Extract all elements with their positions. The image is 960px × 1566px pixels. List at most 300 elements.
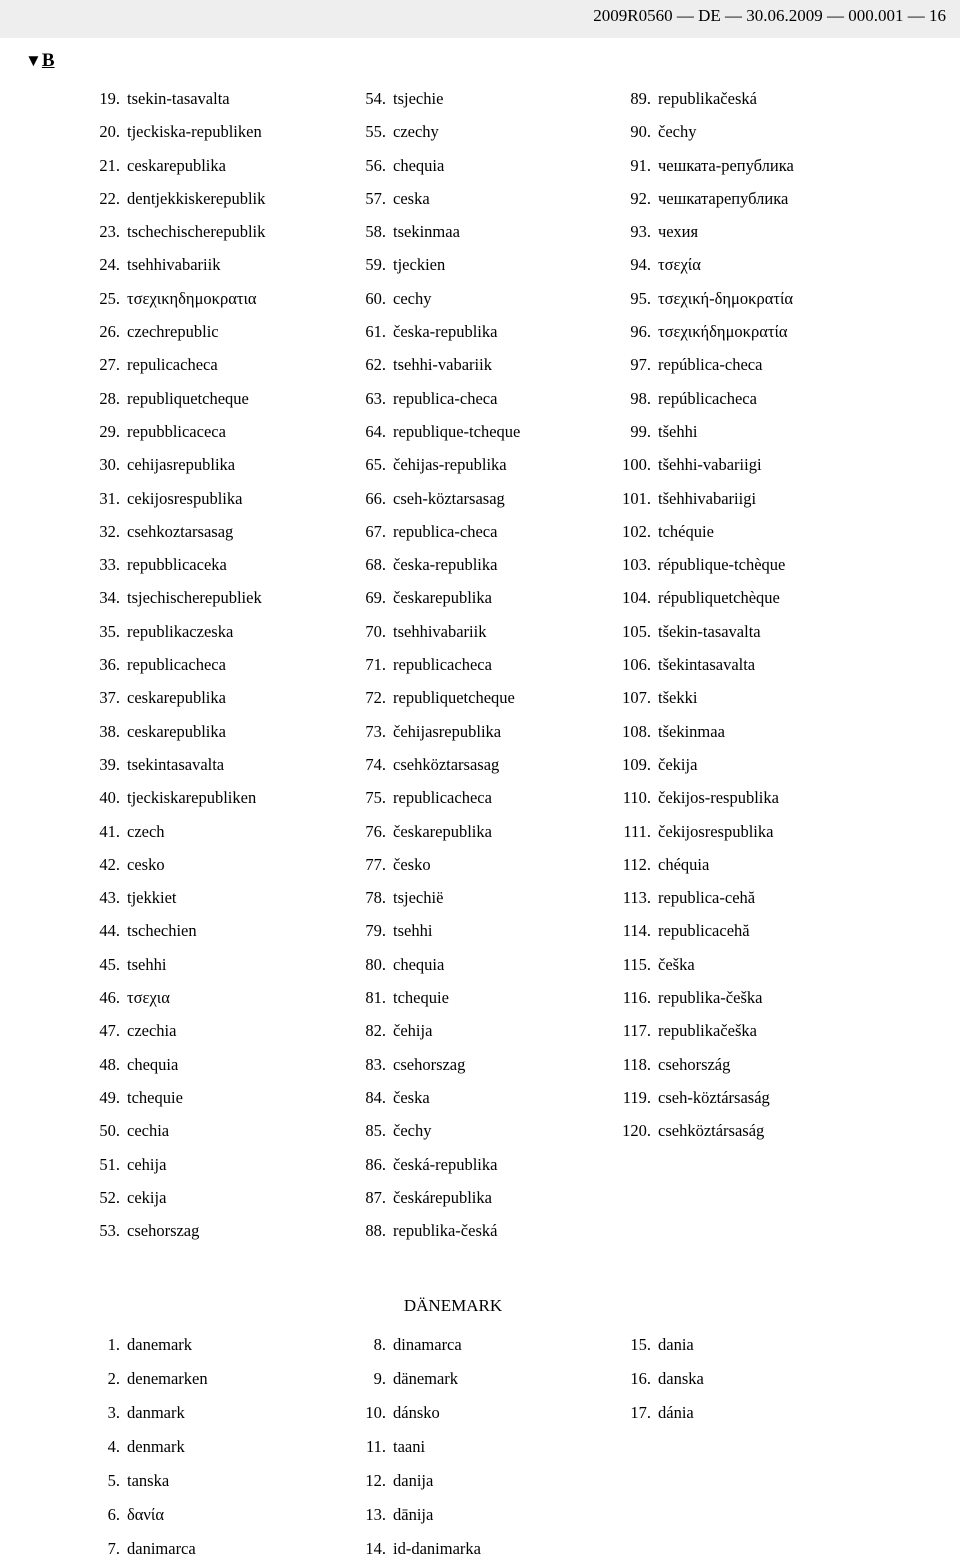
list-item bbox=[99, 182, 266, 215]
list-item bbox=[622, 1114, 794, 1147]
list-item bbox=[365, 715, 520, 748]
item-number: 120. bbox=[622, 1121, 651, 1141]
item-number: 113. bbox=[622, 888, 651, 908]
item-term: tjeckien bbox=[393, 255, 446, 275]
list-item bbox=[622, 1014, 794, 1047]
item-term: tšehhi-vabariigi bbox=[658, 455, 762, 475]
item-term: tsehhi-vabariik bbox=[393, 355, 492, 375]
item-number: 64. bbox=[365, 421, 386, 441]
item-number: 115. bbox=[622, 954, 651, 974]
item-term: tsekin-tasavalta bbox=[127, 89, 230, 108]
item-number: 83. bbox=[365, 1054, 386, 1074]
item-term: republicacheca bbox=[127, 655, 226, 675]
item-term: česka-republika bbox=[393, 322, 498, 342]
item-term: republica-checa bbox=[393, 521, 498, 541]
item-number: 74. bbox=[365, 754, 386, 774]
item-term: czechia bbox=[127, 1021, 177, 1041]
list-item bbox=[365, 1014, 520, 1047]
item-term: denmark bbox=[127, 1437, 185, 1456]
list-item bbox=[107, 1430, 208, 1464]
item-term: česká-republika bbox=[393, 1154, 498, 1174]
item-term: českarepublika bbox=[393, 588, 492, 608]
item-term: republique-tcheque bbox=[393, 421, 521, 441]
list-item bbox=[107, 1532, 208, 1566]
list-item bbox=[622, 881, 794, 914]
list-item bbox=[99, 914, 265, 947]
item-term: republikačeška bbox=[658, 1021, 757, 1041]
item-term: česka bbox=[393, 1087, 430, 1107]
item-term: tsjechischerepubliek bbox=[127, 588, 262, 608]
item-number: 117. bbox=[622, 1021, 651, 1041]
list-item bbox=[99, 848, 265, 881]
item-term: dānija bbox=[393, 1505, 434, 1524]
item-term: čehijasrepublika bbox=[393, 721, 502, 741]
item-number: 27. bbox=[99, 355, 120, 375]
list-item bbox=[630, 315, 794, 348]
item-number: 58. bbox=[365, 222, 386, 242]
item-term: чешката-република bbox=[658, 155, 794, 175]
list-item bbox=[622, 615, 794, 648]
item-term: tjeckiskarepubliken bbox=[127, 788, 257, 808]
item-number: 87. bbox=[365, 1187, 386, 1207]
item-number: 66. bbox=[365, 488, 386, 508]
document-reference: 2009R0560 — DE — 30.06.2009 — 000.001 — 16 bbox=[593, 6, 946, 25]
item-number: 12. bbox=[365, 1471, 386, 1490]
item-term: danimarca bbox=[127, 1539, 196, 1558]
item-number: 4. bbox=[107, 1437, 120, 1456]
list-item bbox=[630, 149, 794, 182]
list-item bbox=[365, 548, 520, 581]
list-item bbox=[365, 1464, 481, 1498]
item-number: 85. bbox=[365, 1121, 386, 1141]
list-item bbox=[630, 1328, 704, 1362]
list-item bbox=[630, 182, 794, 215]
item-number: 26. bbox=[99, 322, 120, 342]
item-number: 25. bbox=[99, 288, 120, 308]
item-number: 38. bbox=[99, 721, 120, 741]
item-term: tšekintasavalta bbox=[658, 655, 756, 675]
list-item bbox=[99, 1148, 265, 1181]
list-item bbox=[630, 382, 794, 415]
item-term: δανία bbox=[127, 1505, 164, 1524]
item-term: czechrepublic bbox=[127, 322, 219, 342]
list-item bbox=[99, 948, 265, 981]
item-number: 84. bbox=[365, 1087, 386, 1107]
item-term: république-tchèque bbox=[658, 555, 786, 575]
item-number: 3. bbox=[107, 1403, 120, 1422]
item-term: czechy bbox=[393, 122, 439, 142]
item-number: 95. bbox=[630, 288, 651, 308]
item-term: republicacehă bbox=[658, 921, 750, 941]
item-term: danska bbox=[658, 1369, 704, 1388]
item-term: chequia bbox=[393, 155, 445, 175]
item-number: 37. bbox=[99, 688, 120, 708]
list-item bbox=[99, 282, 265, 315]
list-item bbox=[622, 482, 794, 515]
item-number: 45. bbox=[99, 954, 120, 974]
item-term: cehijasrepublika bbox=[127, 455, 236, 475]
list-item bbox=[365, 182, 520, 215]
item-term: republiquetcheque bbox=[127, 388, 249, 408]
item-term: cseh-köztarsasag bbox=[393, 488, 505, 508]
list-item bbox=[630, 248, 794, 281]
item-number: 90. bbox=[630, 122, 651, 142]
list-item bbox=[99, 448, 265, 481]
list-item bbox=[630, 415, 794, 448]
item-number: 100. bbox=[622, 455, 651, 475]
item-term: czech bbox=[127, 821, 165, 841]
list-item bbox=[99, 1081, 265, 1114]
item-number: 14. bbox=[365, 1539, 386, 1558]
item-number: 82. bbox=[365, 1021, 386, 1041]
item-term: ceska bbox=[393, 188, 430, 208]
list-item bbox=[99, 648, 265, 681]
item-term: čekija bbox=[658, 754, 698, 774]
list-item bbox=[99, 548, 265, 581]
item-term: republica-cehă bbox=[658, 888, 756, 908]
list-item bbox=[99, 881, 265, 914]
item-term: cehija bbox=[127, 1154, 167, 1174]
list-item bbox=[365, 1396, 481, 1430]
list-item bbox=[99, 1048, 265, 1081]
item-term: repulicacheca bbox=[127, 355, 218, 375]
list-item bbox=[107, 1464, 208, 1498]
item-number: 103. bbox=[622, 555, 651, 575]
item-number: 70. bbox=[365, 621, 386, 641]
item-term: republicacheca bbox=[393, 655, 492, 675]
item-number: 60. bbox=[365, 288, 386, 308]
item-term: čechy bbox=[658, 122, 697, 142]
list-item bbox=[622, 914, 794, 947]
item-term: čekijos-respublika bbox=[658, 788, 779, 808]
list-item bbox=[99, 581, 265, 614]
denmark-list-column-1 bbox=[107, 1328, 208, 1566]
list-item bbox=[622, 748, 794, 781]
czech-list-column-2 bbox=[365, 82, 521, 1247]
item-number: 55. bbox=[365, 122, 386, 142]
item-term: csehorszag bbox=[393, 1054, 466, 1074]
item-number: 33. bbox=[99, 555, 120, 575]
item-number: 2. bbox=[107, 1369, 120, 1388]
item-number: 75. bbox=[365, 788, 386, 808]
list-item bbox=[622, 781, 794, 814]
list-item bbox=[630, 348, 794, 381]
item-number: 7. bbox=[107, 1539, 120, 1558]
item-term: república-checa bbox=[658, 355, 763, 375]
item-term: dentjekkiskerepublik bbox=[127, 188, 266, 208]
list-item bbox=[622, 581, 794, 614]
item-number: 50. bbox=[99, 1121, 120, 1141]
item-term: čekijosrespublika bbox=[658, 821, 774, 841]
item-number: 86. bbox=[365, 1154, 386, 1174]
list-item bbox=[365, 348, 520, 381]
list-item bbox=[373, 1328, 481, 1362]
item-number: 110. bbox=[622, 788, 651, 808]
list-item bbox=[99, 482, 265, 515]
list-item bbox=[373, 1362, 481, 1396]
triangle-down-icon: ▼ bbox=[25, 51, 42, 70]
item-number: 76. bbox=[365, 821, 386, 841]
list-item bbox=[630, 215, 794, 248]
item-number: 80. bbox=[365, 954, 386, 974]
list-item bbox=[622, 715, 794, 748]
item-term: republikačeská bbox=[658, 89, 757, 108]
item-number: 51. bbox=[99, 1154, 120, 1174]
item-number: 23. bbox=[99, 222, 120, 242]
list-item bbox=[622, 548, 794, 581]
item-term: tšehhivabariigi bbox=[658, 488, 757, 508]
item-number: 72. bbox=[365, 688, 386, 708]
list-item bbox=[365, 1114, 520, 1147]
item-term: cechy bbox=[393, 288, 432, 308]
list-item bbox=[365, 648, 520, 681]
item-term: cekija bbox=[127, 1187, 167, 1207]
item-number: 106. bbox=[622, 655, 651, 675]
list-item bbox=[107, 1396, 208, 1430]
item-number: 10. bbox=[365, 1403, 386, 1422]
item-term: tsekintasavalta bbox=[127, 754, 225, 774]
item-number: 61. bbox=[365, 322, 386, 342]
list-item bbox=[99, 981, 265, 1014]
list-item bbox=[365, 781, 520, 814]
list-item bbox=[622, 515, 794, 548]
item-number: 91. bbox=[630, 155, 651, 175]
list-item bbox=[99, 815, 265, 848]
item-term: τσεχικήδημοκρατία bbox=[658, 322, 788, 342]
item-number: 69. bbox=[365, 588, 386, 608]
item-term: dania bbox=[658, 1335, 694, 1354]
item-number: 36. bbox=[99, 655, 120, 675]
item-number: 42. bbox=[99, 854, 120, 874]
item-term: danemark bbox=[127, 1335, 193, 1354]
list-item bbox=[365, 1181, 520, 1214]
item-term: tsehhi bbox=[127, 954, 167, 974]
item-term: tsekinmaa bbox=[393, 222, 460, 242]
item-number: 81. bbox=[365, 988, 386, 1008]
amendment-letter: B bbox=[41, 50, 55, 71]
item-number: 54. bbox=[365, 89, 386, 108]
item-term: čechy bbox=[393, 1121, 432, 1141]
item-term: danija bbox=[393, 1471, 434, 1490]
item-term: čehijas-republika bbox=[393, 455, 507, 475]
item-term: taani bbox=[393, 1437, 426, 1456]
item-term: repubblicaceka bbox=[127, 555, 227, 575]
list-item bbox=[365, 1148, 520, 1181]
item-term: τσεχικηδημοκρατια bbox=[127, 288, 257, 308]
item-number: 17. bbox=[630, 1403, 651, 1422]
item-number: 32. bbox=[99, 521, 120, 541]
item-number: 116. bbox=[622, 988, 651, 1008]
item-number: 92. bbox=[630, 188, 651, 208]
list-item bbox=[107, 1328, 208, 1362]
item-number: 101. bbox=[622, 488, 651, 508]
item-term: tschechischerepublik bbox=[127, 222, 266, 242]
item-term: češka bbox=[658, 954, 695, 974]
item-term: cesko bbox=[127, 854, 165, 874]
list-item bbox=[365, 981, 520, 1014]
item-number: 104. bbox=[622, 588, 651, 608]
item-number: 88. bbox=[365, 1221, 386, 1241]
item-number: 44. bbox=[99, 921, 120, 941]
list-item bbox=[99, 748, 265, 781]
item-term: dánia bbox=[658, 1403, 694, 1422]
list-item bbox=[365, 415, 521, 448]
list-item bbox=[365, 515, 520, 548]
item-number: 119. bbox=[622, 1087, 651, 1107]
item-term: repubblicaceca bbox=[127, 421, 226, 441]
item-term: tšehhi bbox=[658, 421, 698, 441]
item-number: 107. bbox=[622, 688, 651, 708]
item-term: tjeckiska-republiken bbox=[127, 122, 262, 142]
item-term: чешкатарепублика bbox=[658, 188, 789, 208]
list-item bbox=[99, 115, 265, 148]
item-number: 65. bbox=[365, 455, 386, 475]
item-number: 8. bbox=[373, 1335, 386, 1354]
list-item bbox=[630, 115, 794, 148]
list-item bbox=[365, 1214, 520, 1247]
item-number: 29. bbox=[99, 421, 120, 441]
item-term: tchéquie bbox=[658, 521, 714, 541]
item-number: 108. bbox=[622, 721, 651, 741]
item-number: 28. bbox=[99, 388, 120, 408]
list-item bbox=[107, 1498, 208, 1532]
list-item bbox=[99, 1214, 265, 1247]
list-item bbox=[630, 1362, 704, 1396]
item-number: 35. bbox=[99, 621, 120, 641]
list-item bbox=[365, 215, 520, 248]
item-term: dinamarca bbox=[393, 1335, 462, 1354]
item-number: 11. bbox=[365, 1437, 386, 1456]
item-term: csehköztarsasag bbox=[393, 754, 500, 774]
list-item bbox=[365, 448, 520, 481]
item-term: dänemark bbox=[393, 1369, 459, 1388]
item-number: 79. bbox=[365, 921, 386, 941]
item-number: 24. bbox=[99, 255, 120, 275]
list-item bbox=[365, 482, 520, 515]
czech-list-column-1 bbox=[99, 82, 266, 1247]
list-item bbox=[365, 1532, 481, 1566]
list-item bbox=[365, 615, 520, 648]
list-item bbox=[99, 781, 265, 814]
item-term: tsehhivabariik bbox=[393, 621, 487, 641]
item-number: 53. bbox=[99, 1221, 120, 1241]
item-term: republica-checa bbox=[393, 388, 498, 408]
item-term: chequia bbox=[127, 1054, 179, 1074]
list-item bbox=[365, 282, 520, 315]
list-item bbox=[99, 615, 265, 648]
list-item bbox=[622, 681, 794, 714]
item-term: republika-česká bbox=[393, 1221, 498, 1241]
amendment-marker bbox=[25, 50, 55, 72]
item-term: chéquia bbox=[658, 854, 710, 874]
list-item bbox=[622, 1048, 794, 1081]
list-item bbox=[365, 1430, 481, 1464]
list-item bbox=[99, 315, 265, 348]
item-number: 47. bbox=[99, 1021, 120, 1041]
list-item bbox=[630, 282, 794, 315]
list-item bbox=[365, 1081, 520, 1114]
item-number: 31. bbox=[99, 488, 120, 508]
item-term: dánsko bbox=[393, 1403, 440, 1422]
item-term: českarepublika bbox=[393, 821, 492, 841]
item-number: 19. bbox=[99, 89, 120, 108]
item-number: 20. bbox=[99, 122, 120, 142]
item-number: 34. bbox=[99, 588, 120, 608]
item-number: 15. bbox=[630, 1335, 651, 1354]
list-item bbox=[365, 681, 520, 714]
item-term: tjekkiet bbox=[127, 888, 177, 908]
item-number: 71. bbox=[365, 655, 386, 675]
item-number: 43. bbox=[99, 888, 120, 908]
list-item bbox=[622, 448, 794, 481]
list-item bbox=[365, 581, 520, 614]
item-term: republiquetcheque bbox=[393, 688, 515, 708]
item-term: tchequie bbox=[393, 988, 449, 1008]
item-term: τσεχια bbox=[127, 988, 170, 1008]
item-number: 52. bbox=[99, 1187, 120, 1207]
item-number: 67. bbox=[365, 521, 386, 541]
item-term: republicacheca bbox=[393, 788, 492, 808]
item-number: 73. bbox=[365, 721, 386, 741]
item-number: 93. bbox=[630, 222, 651, 242]
item-number: 6. bbox=[107, 1505, 120, 1524]
list-item bbox=[99, 348, 265, 381]
item-number: 39. bbox=[99, 754, 120, 774]
item-term: tanska bbox=[127, 1471, 170, 1490]
item-term: repúblicacheca bbox=[658, 388, 757, 408]
list-item bbox=[99, 149, 265, 182]
list-item bbox=[622, 981, 794, 1014]
list-item bbox=[99, 215, 266, 248]
item-term: cseh-köztársaság bbox=[658, 1087, 770, 1107]
item-term: républiquetchèque bbox=[658, 588, 780, 608]
item-term: tšekinmaa bbox=[658, 721, 725, 741]
list-item bbox=[365, 881, 520, 914]
item-term: τσεχία bbox=[658, 255, 701, 275]
item-number: 96. bbox=[630, 322, 651, 342]
page-header bbox=[0, 0, 960, 38]
item-term: republika-češka bbox=[658, 988, 763, 1008]
item-term: česko bbox=[393, 854, 431, 874]
item-number: 46. bbox=[99, 988, 120, 1008]
item-term: tsjechië bbox=[393, 888, 444, 908]
list-item bbox=[365, 1498, 481, 1532]
item-term: chequia bbox=[393, 954, 445, 974]
list-item bbox=[365, 848, 520, 881]
list-item bbox=[365, 914, 520, 947]
item-number: 16. bbox=[630, 1369, 651, 1388]
item-number: 56. bbox=[365, 155, 386, 175]
item-number: 99. bbox=[630, 421, 651, 441]
list-item bbox=[99, 248, 265, 281]
denmark-list-column-3 bbox=[630, 1328, 704, 1430]
item-term: denemarken bbox=[127, 1369, 208, 1388]
list-item bbox=[99, 681, 265, 714]
item-term: tsehhivabariik bbox=[127, 255, 221, 275]
item-term: ceskarepublika bbox=[127, 155, 226, 175]
item-number: 59. bbox=[365, 255, 386, 275]
list-item bbox=[365, 115, 520, 148]
item-number: 63. bbox=[365, 388, 386, 408]
item-term: csehköztársaság bbox=[658, 1121, 765, 1141]
list-item bbox=[623, 815, 794, 848]
list-item bbox=[365, 1048, 520, 1081]
item-number: 109. bbox=[622, 754, 651, 774]
list-item bbox=[99, 415, 265, 448]
item-number: 94. bbox=[630, 255, 651, 275]
item-term: cekijosrespublika bbox=[127, 488, 243, 508]
item-number: 105. bbox=[622, 621, 651, 641]
